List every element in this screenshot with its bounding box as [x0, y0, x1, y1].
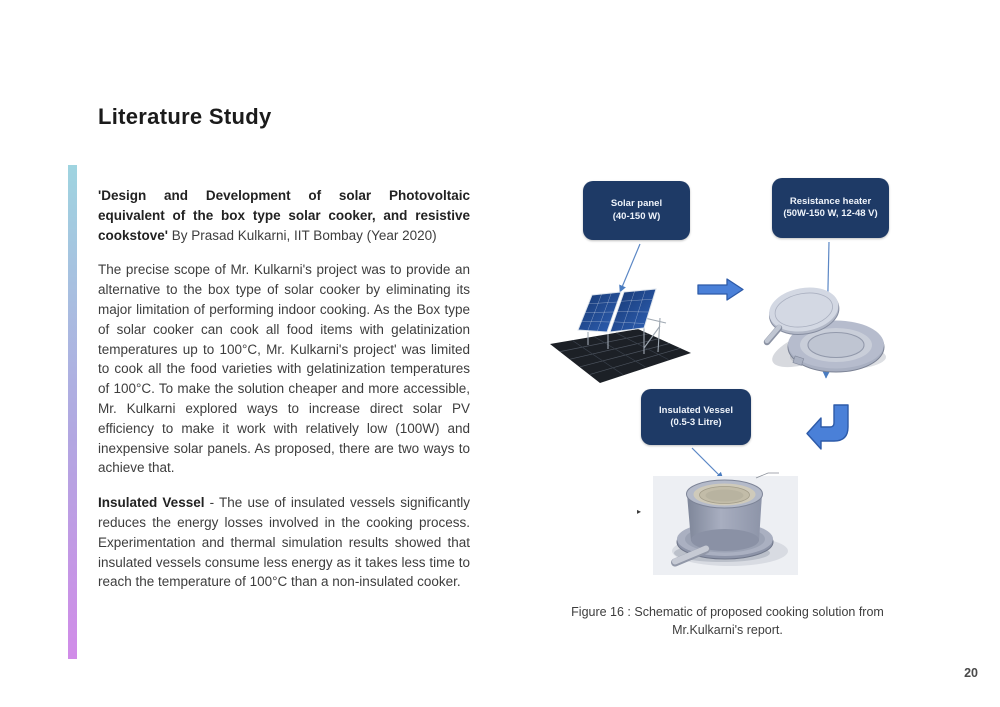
page-title: Literature Study: [98, 104, 272, 129]
node-insulated-vessel: [641, 389, 751, 445]
node-resistance-heater-spec: (50W-150 W, 12-48 V): [783, 208, 878, 219]
node-resistance-heater-label: Resistance heater: [789, 195, 872, 207]
arrow-bent-left-icon: [804, 401, 860, 453]
figure-caption: [540, 603, 915, 639]
insulated-vessel-image: [648, 454, 800, 578]
figure-caption-line1: Figure 16 : Schematic of proposed cooking solution from: [571, 605, 884, 619]
figure-caption-line2: Mr.Kulkarni's report.: [672, 623, 783, 637]
article-heading-title: 'Design and Development of solar Photovoltaic equivalent of the box type solar cooker, and resistive cookstove': [98, 188, 470, 243]
figure-schematic: [540, 170, 915, 645]
arrow-right-icon: [697, 276, 745, 303]
node-resistance-heater: [772, 178, 889, 238]
article-heading-author: By Prasad Kulkarni, IIT Bombay (Year 2020): [168, 227, 437, 243]
cursor-artifact-mark: ▸: [637, 507, 642, 516]
article-text-column: [98, 186, 470, 592]
insulated-vessel-text: - The use of insulated vessels significantly reduces the energy losses involved in the cooking process. Experimentation and thermal simulation results showed that insulated vessels consume less energy as it takes less time to reach the temperature of 100°C than a non-insulated cooker.: [98, 495, 470, 590]
accent-gradient-bar: [68, 165, 77, 659]
article-paragraph-scope: The precise scope of Mr. Kulkarni's project was to provide an alternative to the box type of solar cooker by eliminating its major limitation of performing indoor cooking. As the Box type of solar cooker can cook all food items with gelatinization temperatures up to 100°C, Mr. Kulkarni's project' was limited to cook all the food varieties with gelatinization temperatures of 100°C. To make the solution cheaper and more accessible, Mr. Kulkarni explored ways to increase direct solar PV efficiency to make it work with relatively low (100W) and inexpensive solar panels. As proposed, there are two ways to achieve that.: [98, 262, 470, 476]
node-insulated-vessel-label: Insulated Vessel: [659, 404, 733, 416]
node-solar-panel-spec: (40-150 W): [612, 210, 661, 222]
node-solar-panel: [583, 181, 690, 240]
solar-panel-image: [548, 282, 693, 387]
resistance-heater-image: [762, 283, 896, 386]
insulated-vessel-term: Insulated Vessel: [98, 495, 205, 511]
page-number: 20: [964, 666, 978, 680]
article-paragraph-insulated-vessel: [98, 493, 470, 592]
node-solar-panel-label: Solar panel: [610, 198, 663, 209]
article-heading: [98, 186, 470, 245]
node-insulated-vessel-spec: (0.5-3 Litre): [670, 417, 722, 428]
